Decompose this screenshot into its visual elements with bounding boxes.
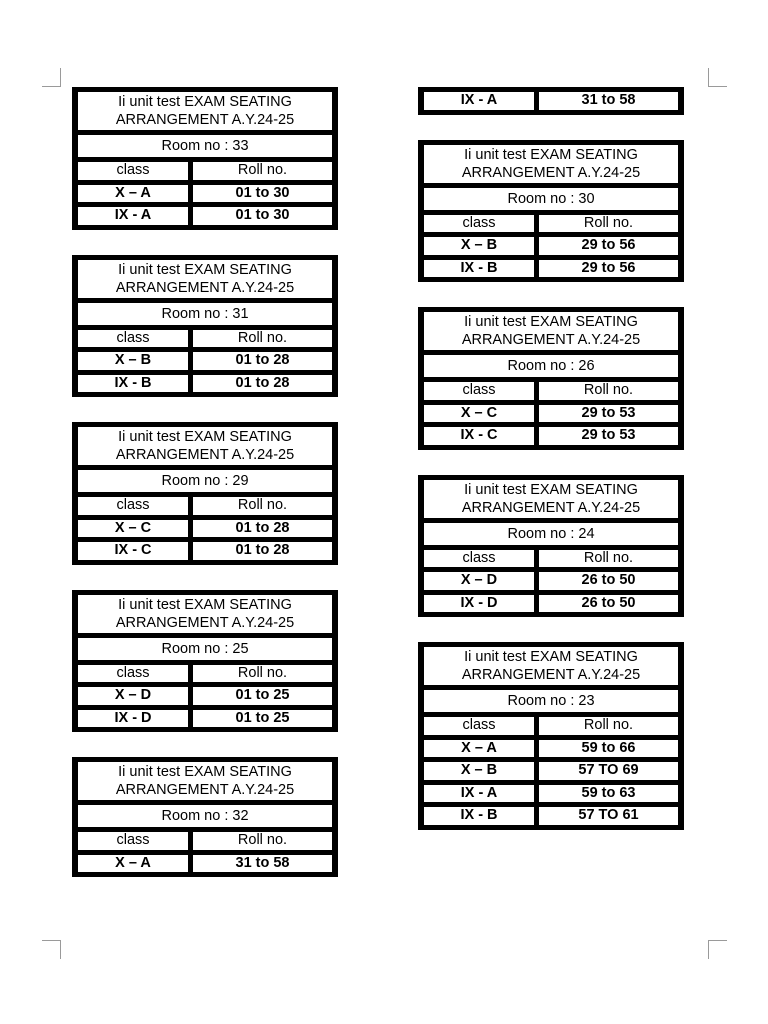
class-cell: X – D [78, 687, 188, 705]
class-header: class [78, 665, 188, 683]
class-cell: X – A [424, 740, 534, 758]
roll-cell: 59 to 66 [539, 740, 678, 758]
roll-cell: 29 to 56 [539, 260, 678, 278]
roll-cell: 01 to 28 [193, 520, 332, 538]
class-cell: IX - C [424, 427, 534, 445]
class-cell: X – D [424, 572, 534, 590]
room-number: Room no : 23 [424, 690, 678, 712]
right-column [418, 87, 684, 855]
roll-cell: 31 to 58 [539, 92, 678, 110]
seating-table [418, 475, 684, 618]
table-title: Ii unit test EXAM SEATING ARRANGEMENT A.Y.24-25 [424, 145, 678, 183]
crop-mark-bottom-left [42, 940, 61, 959]
roll-cell: 26 to 50 [539, 572, 678, 590]
crop-mark-top-right [708, 68, 727, 87]
class-header: class [78, 497, 188, 515]
room-number: Room no : 32 [78, 805, 332, 827]
left-column [72, 87, 338, 902]
roll-header: Roll no. [539, 215, 678, 233]
class-cell: X – B [424, 237, 534, 255]
class-header: class [78, 832, 188, 850]
seating-table [72, 255, 338, 398]
seating-table [418, 140, 684, 283]
class-header: class [424, 215, 534, 233]
roll-header: Roll no. [193, 330, 332, 348]
roll-cell: 31 to 58 [193, 855, 332, 873]
crop-mark-top-left [42, 68, 61, 87]
class-header: class [424, 550, 534, 568]
class-cell: IX - D [78, 710, 188, 728]
room-number: Room no : 31 [78, 303, 332, 325]
room-number: Room no : 30 [424, 188, 678, 210]
seating-table [72, 590, 338, 733]
roll-cell: 01 to 25 [193, 687, 332, 705]
table-title: Ii unit test EXAM SEATING ARRANGEMENT A.Y.24-25 [78, 595, 332, 633]
seating-table [72, 757, 338, 877]
class-header: class [78, 330, 188, 348]
class-cell: IX - D [424, 595, 534, 613]
class-cell: IX - A [424, 92, 534, 110]
class-cell: IX - C [78, 542, 188, 560]
class-cell: IX - B [424, 807, 534, 825]
class-cell: IX - B [424, 260, 534, 278]
class-header: class [424, 717, 534, 735]
table-title: Ii unit test EXAM SEATING ARRANGEMENT A.Y.24-25 [78, 427, 332, 465]
roll-cell: 01 to 28 [193, 352, 332, 370]
roll-cell: 01 to 30 [193, 185, 332, 203]
class-cell: X – A [78, 185, 188, 203]
roll-cell: 57 TO 69 [539, 762, 678, 780]
room-number: Room no : 25 [78, 638, 332, 660]
seating-table [418, 642, 684, 830]
roll-header: Roll no. [539, 550, 678, 568]
roll-header: Roll no. [193, 832, 332, 850]
seating-table [72, 87, 338, 230]
class-header: class [424, 382, 534, 400]
continuation-row [418, 87, 684, 115]
roll-cell: 59 to 63 [539, 785, 678, 803]
roll-cell: 57 TO 61 [539, 807, 678, 825]
roll-cell: 26 to 50 [539, 595, 678, 613]
table-title: Ii unit test EXAM SEATING ARRANGEMENT A.Y.24-25 [78, 92, 332, 130]
roll-header: Roll no. [539, 717, 678, 735]
roll-cell: 01 to 28 [193, 542, 332, 560]
class-cell: X – C [424, 405, 534, 423]
crop-mark-bottom-right [708, 940, 727, 959]
roll-header: Roll no. [193, 665, 332, 683]
roll-cell: 01 to 28 [193, 375, 332, 393]
roll-cell: 01 to 25 [193, 710, 332, 728]
roll-header: Roll no. [539, 382, 678, 400]
roll-cell: 29 to 56 [539, 237, 678, 255]
roll-header: Roll no. [193, 497, 332, 515]
room-number: Room no : 26 [424, 355, 678, 377]
roll-cell: 01 to 30 [193, 207, 332, 225]
class-cell: X – B [78, 352, 188, 370]
room-number: Room no : 24 [424, 523, 678, 545]
class-cell: IX - B [78, 375, 188, 393]
class-cell: IX - A [424, 785, 534, 803]
table-title: Ii unit test EXAM SEATING ARRANGEMENT A.Y.24-25 [424, 312, 678, 350]
class-cell: X – A [78, 855, 188, 873]
table-title: Ii unit test EXAM SEATING ARRANGEMENT A.Y.24-25 [424, 480, 678, 518]
roll-cell: 29 to 53 [539, 427, 678, 445]
class-cell: IX - A [78, 207, 188, 225]
class-header: class [78, 162, 188, 180]
class-cell: X – B [424, 762, 534, 780]
table-title: Ii unit test EXAM SEATING ARRANGEMENT A.Y.24-25 [78, 260, 332, 298]
seating-table [418, 307, 684, 450]
table-title: Ii unit test EXAM SEATING ARRANGEMENT A.Y.24-25 [78, 762, 332, 800]
table-title: Ii unit test EXAM SEATING ARRANGEMENT A.Y.24-25 [424, 647, 678, 685]
roll-header: Roll no. [193, 162, 332, 180]
seating-table [72, 422, 338, 565]
class-cell: X – C [78, 520, 188, 538]
room-number: Room no : 33 [78, 135, 332, 157]
room-number: Room no : 29 [78, 470, 332, 492]
roll-cell: 29 to 53 [539, 405, 678, 423]
